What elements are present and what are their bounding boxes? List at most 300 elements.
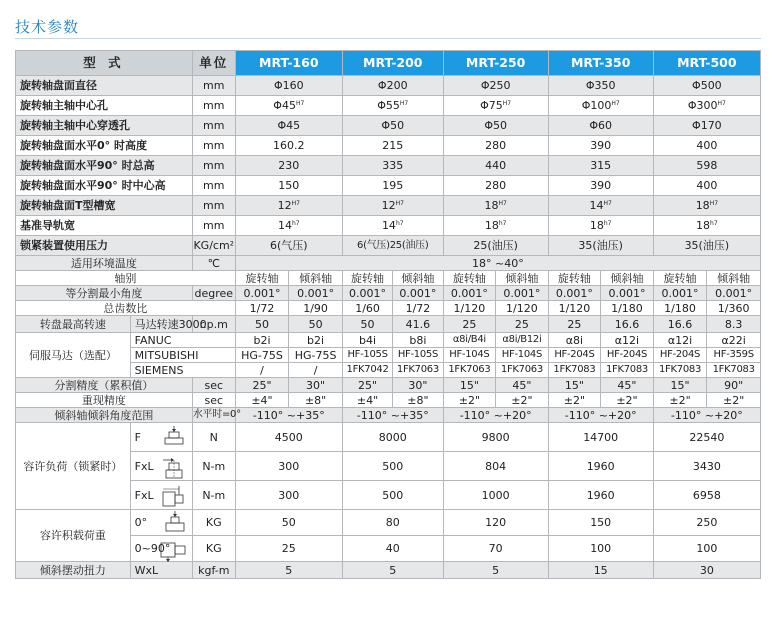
value-text: Φ250 <box>480 79 511 92</box>
axis-cell: 旋转轴 <box>548 271 601 286</box>
servo-model: b2i <box>289 333 343 348</box>
model-col-header: MRT-200 <box>342 51 443 76</box>
spec-label: 等分割最小角度 <box>16 286 193 301</box>
spec-value <box>443 116 548 136</box>
value-text: 280 <box>485 139 507 152</box>
servo-model: 1FK7063 <box>443 363 496 378</box>
spec-value: 45" <box>601 378 654 393</box>
spec-value: 150 <box>548 510 653 536</box>
spec-value <box>548 156 653 176</box>
spec-value <box>548 76 653 96</box>
spec-value <box>653 216 760 236</box>
spec-value: 300 <box>235 452 342 481</box>
tolerance-superscript: H7 <box>399 100 409 107</box>
spec-value: 1/90 <box>289 301 343 316</box>
stack-symbol: 0° <box>134 516 148 529</box>
value-text: Φ50 <box>381 119 405 132</box>
spec-unit: sec <box>192 393 235 408</box>
spec-value <box>443 136 548 156</box>
spec-label: 旋转轴盘面水平0° 时高度 <box>16 136 193 156</box>
spec-value: 22540 <box>653 423 760 452</box>
spec-unit: N-m <box>192 452 235 481</box>
spec-unit: KG <box>192 510 235 536</box>
spec-label: 重现精度 <box>16 393 193 408</box>
spec-unit: mm <box>192 216 235 236</box>
spec-value: 500 <box>342 452 443 481</box>
value-text: Φ60 <box>589 119 613 132</box>
tolerance-superscript: H7 <box>611 100 620 107</box>
load-symbol: FxL <box>134 459 154 473</box>
spec-unit: mm <box>192 156 235 176</box>
model-col-header: MRT-500 <box>653 51 760 76</box>
spec-value: 30 <box>653 562 760 579</box>
value-text: 230 <box>278 159 300 172</box>
spec-value <box>342 236 443 256</box>
model-col-header: MRT-250 <box>443 51 548 76</box>
page-title: 技术参数 <box>15 18 80 36</box>
spec-value: 45" <box>496 378 549 393</box>
servo-model: 1FK7083 <box>601 363 654 378</box>
value-text: Φ50 <box>484 119 507 132</box>
servo-model: 1FK7083 <box>653 363 707 378</box>
value-text: Φ300 <box>687 99 718 112</box>
spec-value: 25 <box>235 536 342 562</box>
spec-value: 500 <box>342 481 443 510</box>
tilt-moment-load-icon <box>159 484 189 512</box>
servo-model: α8i/B12i <box>496 333 549 348</box>
servo-model: HF-105S <box>393 348 443 363</box>
servo-model: 1FK7042 <box>342 363 392 378</box>
tolerance-superscript: h7 <box>291 220 300 227</box>
value-text: 14 <box>381 219 396 232</box>
spec-value: 5 <box>235 562 342 579</box>
spec-value: 300 <box>235 481 342 510</box>
servo-brand: SIEMENS <box>130 363 235 378</box>
spec-value <box>548 176 653 196</box>
table-row <box>16 256 761 271</box>
value-text: 390 <box>590 179 612 192</box>
table-row <box>16 76 761 96</box>
servo-brand: FANUC <box>130 333 235 348</box>
axis-cell: 旋转轴 <box>443 271 496 286</box>
tolerance-superscript: h7 <box>603 220 612 227</box>
servo-model: α22i <box>707 333 761 348</box>
servo-model: α8i <box>548 333 601 348</box>
value-text: Φ75 <box>480 99 503 112</box>
axis-cell: 倾斜轴 <box>707 271 761 286</box>
spec-value <box>548 236 653 256</box>
table-row <box>16 510 761 536</box>
spec-value: 0.001° <box>342 286 392 301</box>
value-text: Φ45 <box>277 119 301 132</box>
tolerance-superscript: H7 <box>603 200 612 207</box>
spec-value: -110° ~+20° <box>653 408 760 423</box>
tolerance-superscript: H7 <box>498 200 507 207</box>
spec-label: 容许负荷（锁紧时） <box>16 423 131 510</box>
table-row <box>16 562 761 579</box>
spec-value: -110° ~+20° <box>548 408 653 423</box>
spec-value <box>342 156 443 176</box>
spec-value: 1/72 <box>235 301 289 316</box>
spec-value <box>235 96 342 116</box>
spec-value: ±2" <box>496 393 549 408</box>
spec-value: 250 <box>653 510 760 536</box>
unit-header: 单位 <box>192 51 235 76</box>
spec-value <box>548 116 653 136</box>
spec-value <box>342 96 443 116</box>
table-row <box>16 116 761 136</box>
spec-value <box>235 216 342 236</box>
spec-value <box>342 216 443 236</box>
servo-brand: MITSUBISHI <box>130 348 235 363</box>
spec-value: 0.001° <box>289 286 343 301</box>
spec-value: 1/72 <box>393 301 443 316</box>
spec-value: 25 <box>443 316 496 333</box>
value-text: 6(气压)25(油压) <box>357 239 429 251</box>
spec-unit: kgf-m <box>192 562 235 579</box>
table-row <box>16 393 761 408</box>
spec-value: 100 <box>653 536 760 562</box>
spec-label: 适用环境温度 <box>16 256 193 271</box>
value-text: 14 <box>589 199 604 212</box>
servo-model: α12i <box>601 333 654 348</box>
spec-value <box>443 76 548 96</box>
spec-unit: mm <box>192 176 235 196</box>
spec-unit: degree <box>192 286 235 301</box>
spec-value: -110° ~+35° <box>342 408 443 423</box>
servo-model: α8i/B4i <box>443 333 496 348</box>
table-row <box>16 271 761 286</box>
spec-value: 0.001° <box>707 286 761 301</box>
spec-value <box>653 96 760 116</box>
spec-value: ±2" <box>548 393 601 408</box>
tolerance-superscript: h7 <box>498 220 507 227</box>
vertical-load-icon <box>158 537 190 565</box>
spec-value: ±2" <box>443 393 496 408</box>
value-text: 400 <box>696 179 718 192</box>
spec-unit: mm <box>192 76 235 96</box>
table-row <box>16 333 761 348</box>
value-text: 18 <box>696 219 711 232</box>
spec-value: 70 <box>443 536 548 562</box>
spec-value: 1/360 <box>707 301 761 316</box>
spec-value: 0.001° <box>653 286 707 301</box>
table-row <box>16 176 761 196</box>
servo-model: HF-105S <box>342 348 392 363</box>
axis-cell: 旋转轴 <box>653 271 707 286</box>
value-text: 335 <box>382 159 404 172</box>
value-text: 598 <box>696 159 718 172</box>
spec-label: 倾斜轴倾斜角度范围 <box>16 408 193 423</box>
spec-value: 41.6 <box>393 316 443 333</box>
value-text: 160.2 <box>273 139 305 152</box>
servo-model: / <box>235 363 289 378</box>
table-row <box>16 96 761 116</box>
table-row <box>16 286 761 301</box>
spec-unit: ℃ <box>192 256 235 271</box>
tolerance-superscript: h7 <box>710 220 718 227</box>
spec-value: -110° ~+35° <box>235 408 342 423</box>
model-col-header: MRT-160 <box>235 51 342 76</box>
spec-value: 25 <box>548 316 601 333</box>
spec-value <box>235 236 342 256</box>
table-row <box>16 196 761 216</box>
spec-label: 分割精度（累积值） <box>16 378 193 393</box>
spec-value <box>653 196 760 216</box>
value-text: 18 <box>695 199 710 212</box>
spec-value: 15" <box>548 378 601 393</box>
load-symbol: FxL <box>134 488 154 502</box>
servo-model: HF-204S <box>653 348 707 363</box>
value-text: Φ500 <box>692 79 722 92</box>
value-text: 400 <box>696 139 718 152</box>
spec-label: 锁紧装置使用压力 <box>16 236 193 256</box>
spec-value: 0.001° <box>496 286 549 301</box>
servo-model: 1FK7063 <box>393 363 443 378</box>
servo-model: b8i <box>393 333 443 348</box>
value-text: 18 <box>589 219 604 232</box>
spec-value: 0.001° <box>548 286 601 301</box>
servo-model: HF-359S <box>707 348 761 363</box>
tolerance-superscript: H7 <box>291 200 300 207</box>
horizontal-load-icon <box>160 511 190 537</box>
spec-value: 1/180 <box>601 301 654 316</box>
spec-value <box>235 136 342 156</box>
servo-model: 1FK7083 <box>707 363 761 378</box>
spec-value: 15 <box>548 562 653 579</box>
spec-value <box>443 216 548 236</box>
spec-label: 旋转轴盘面水平90° 时中心高 <box>16 176 193 196</box>
spec-value: 80 <box>342 510 443 536</box>
spec-value: 25 <box>496 316 549 333</box>
spec-value: 0.001° <box>393 286 443 301</box>
load-symbol-cell <box>130 452 192 481</box>
spec-value <box>653 156 760 176</box>
value-text: 315 <box>590 159 612 172</box>
value-text: 18 <box>484 219 499 232</box>
axis-cell: 倾斜轴 <box>601 271 654 286</box>
spec-value <box>653 136 760 156</box>
spec-unit: mm <box>192 196 235 216</box>
model-col-header: MRT-350 <box>548 51 653 76</box>
spec-value <box>235 196 342 216</box>
spec-value <box>653 176 760 196</box>
spec-label: 转盘最高转速 <box>16 316 131 333</box>
spec-value: 50 <box>235 510 342 536</box>
spec-value: 3430 <box>653 452 760 481</box>
spec-value <box>443 156 548 176</box>
spec-value: 25" <box>235 378 289 393</box>
moment-load-icon <box>159 455 189 483</box>
spec-value <box>443 196 548 216</box>
spec-value: ±8" <box>393 393 443 408</box>
value-text: Φ45 <box>273 99 296 112</box>
spec-value: 50 <box>289 316 343 333</box>
spec-value <box>653 76 760 96</box>
spec-value: 30" <box>289 378 343 393</box>
spec-value: 50 <box>235 316 289 333</box>
spec-label: 轴别 <box>16 271 236 286</box>
axis-cell: 旋转轴 <box>235 271 289 286</box>
axis-cell: 倾斜轴 <box>496 271 549 286</box>
spec-value: ±2" <box>601 393 654 408</box>
servo-model: 1FK7063 <box>496 363 549 378</box>
spec-value: 16.6 <box>653 316 707 333</box>
spec-value: ±2" <box>653 393 707 408</box>
spec-value <box>548 96 653 116</box>
spec-unit: 水平时=0° <box>192 408 235 423</box>
spec-value: 0.001° <box>235 286 289 301</box>
value-text: Φ100 <box>581 99 612 112</box>
value-text: 215 <box>382 139 404 152</box>
spec-value: 5 <box>342 562 443 579</box>
spec-value <box>235 76 342 96</box>
spec-value: 30" <box>393 378 443 393</box>
axis-cell: 倾斜轴 <box>393 271 443 286</box>
spec-value: 1/120 <box>443 301 496 316</box>
spec-value <box>548 196 653 216</box>
value-text: 14 <box>277 219 292 232</box>
spec-value: 1000 <box>443 481 548 510</box>
spec-value: 4500 <box>235 423 342 452</box>
spec-value <box>653 116 760 136</box>
title-divider <box>15 38 761 39</box>
spec-table <box>15 50 761 579</box>
spec-value <box>235 156 342 176</box>
spec-value: ±2" <box>707 393 761 408</box>
spec-value <box>342 176 443 196</box>
load-symbol-cell <box>130 481 192 510</box>
tolerance-superscript: H7 <box>395 200 404 207</box>
spec-value: 14700 <box>548 423 653 452</box>
tolerance-superscript: H7 <box>709 200 719 207</box>
spec-value: 0.001° <box>601 286 654 301</box>
spec-value <box>342 136 443 156</box>
spec-sublabel: 马达转速3000 <box>130 316 192 333</box>
servo-model: 1FK7083 <box>548 363 601 378</box>
table-row <box>16 236 761 256</box>
servo-model: α12i <box>653 333 707 348</box>
servo-model: HG-75S <box>289 348 343 363</box>
spec-unit: sec <box>192 378 235 393</box>
value-text: 280 <box>485 179 507 192</box>
value-text: Φ160 <box>273 79 304 92</box>
table-row <box>16 301 761 316</box>
load-symbol: F <box>134 430 141 444</box>
servo-model: HF-104S <box>443 348 496 363</box>
spec-unit: KG/cm² <box>192 236 235 256</box>
tolerance-superscript: h7 <box>395 220 404 227</box>
servo-model: HF-204S <box>601 348 654 363</box>
spec-label: 总齿数比 <box>16 301 236 316</box>
spec-value <box>443 96 548 116</box>
value-text: 195 <box>382 179 404 192</box>
spec-value: -110° ~+20° <box>443 408 548 423</box>
table-row <box>16 408 761 423</box>
value-text: Φ200 <box>377 79 408 92</box>
value-text: 150 <box>278 179 300 192</box>
spec-value: 5 <box>443 562 548 579</box>
value-text: 440 <box>485 159 507 172</box>
value-text: 390 <box>590 139 612 152</box>
value-text: 6(气压) <box>269 239 308 252</box>
spec-value <box>443 236 548 256</box>
spec-label: 基准导轨宽 <box>16 216 193 236</box>
spec-label: 旋转轴主轴中心孔 <box>16 96 193 116</box>
spec-value <box>548 136 653 156</box>
value-text: 35(油压) <box>684 239 730 252</box>
table-row <box>16 216 761 236</box>
servo-model: HF-204S <box>548 348 601 363</box>
servo-model: HF-104S <box>496 348 549 363</box>
table-row <box>16 316 761 333</box>
spec-value <box>235 116 342 136</box>
tolerance-superscript: H7 <box>295 100 305 107</box>
spec-value: 1/60 <box>342 301 392 316</box>
axial-load-icon <box>159 426 189 450</box>
value-text: 35(油压) <box>578 239 623 252</box>
spec-value <box>443 176 548 196</box>
spec-value: 1960 <box>548 481 653 510</box>
torque-symbol: WxL <box>130 562 192 579</box>
spec-label: 容许积载荷重 <box>16 510 131 562</box>
stack-symbol-cell <box>130 510 192 536</box>
servo-model: b4i <box>342 333 392 348</box>
value-text: Φ170 <box>692 119 722 132</box>
spec-value <box>653 236 760 256</box>
spec-value: 6958 <box>653 481 760 510</box>
spec-value: 15" <box>653 378 707 393</box>
spec-value: 9800 <box>443 423 548 452</box>
spec-value <box>342 116 443 136</box>
spec-value: 16.6 <box>601 316 654 333</box>
value-text: 12 <box>277 199 292 212</box>
spec-value: 8.3 <box>707 316 761 333</box>
spec-value: ±8" <box>289 393 343 408</box>
spec-value: 120 <box>443 510 548 536</box>
value-text: 18 <box>484 199 499 212</box>
value-text: Φ350 <box>585 79 616 92</box>
spec-value: 15" <box>443 378 496 393</box>
spec-unit: mm <box>192 96 235 116</box>
spec-value: 100 <box>548 536 653 562</box>
spec-label: 旋转轴盘面水平90° 时总高 <box>16 156 193 176</box>
spec-value: 1/120 <box>496 301 549 316</box>
spec-label: 倾斜摆动扭力 <box>16 562 131 579</box>
spec-unit: mm <box>192 116 235 136</box>
table-row <box>16 156 761 176</box>
servo-model: / <box>289 363 343 378</box>
stack-symbol: 0~90° <box>134 542 171 555</box>
spec-unit: N-m <box>192 481 235 510</box>
tolerance-superscript: H7 <box>502 100 512 107</box>
spec-value: 1/180 <box>653 301 707 316</box>
spec-value: 804 <box>443 452 548 481</box>
spec-value <box>235 176 342 196</box>
spec-value: 8000 <box>342 423 443 452</box>
servo-model: b2i <box>235 333 289 348</box>
spec-unit: N <box>192 423 235 452</box>
spec-unit: r.p.m <box>192 316 235 333</box>
model-header: 型 式 <box>16 51 193 76</box>
table-row <box>16 423 761 452</box>
spec-label: 伺服马达（选配） <box>16 333 131 378</box>
axis-cell: 旋转轴 <box>342 271 392 286</box>
spec-value: ±4" <box>235 393 289 408</box>
spec-value: 0.001° <box>443 286 496 301</box>
axis-cell: 倾斜轴 <box>289 271 343 286</box>
spec-label: 旋转轴盘面T型槽宽 <box>16 196 193 216</box>
